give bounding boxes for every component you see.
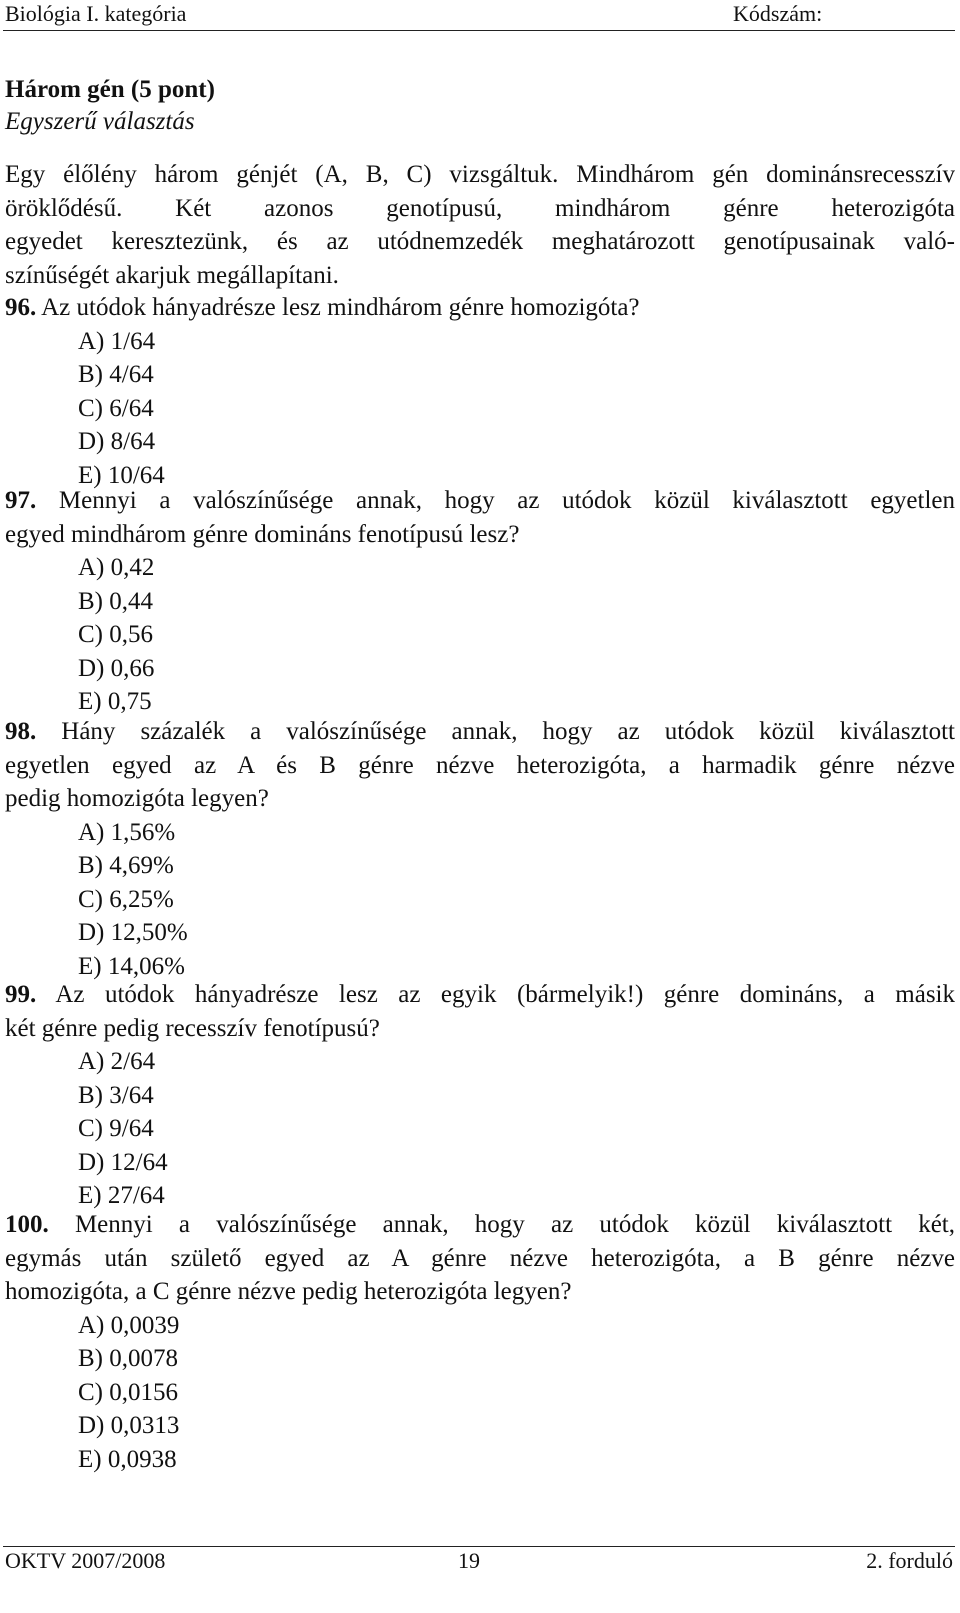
- question-number: 96.: [5, 294, 37, 321]
- answer-option: A) 2/64: [78, 1048, 156, 1075]
- section-subtitle: Egyszerű választás: [5, 108, 195, 135]
- question-line: pedig homozigóta legyen?: [5, 785, 269, 812]
- answer-option: E) 0,0938: [78, 1445, 177, 1473]
- question-text: [5, 978, 955, 1045]
- answer-option: A) 1/64: [78, 327, 156, 355]
- answer-option: D) 0,0313: [78, 1412, 180, 1439]
- answer-option: C) 9/64: [78, 1115, 154, 1142]
- footer-competition: OKTV 2007/2008: [5, 1548, 166, 1573]
- answer-option: B) 3/64: [78, 1081, 154, 1109]
- answer-option: E) 0,75: [78, 688, 152, 715]
- question-line: Mennyi a valószínűsége annak, hogy az utódok közül kiválasztott két,: [74, 1211, 956, 1238]
- answer-option: A) 1,56%: [78, 818, 176, 846]
- header-code-label: Kódszám:: [733, 1, 823, 26]
- question-96: [5, 291, 955, 492]
- question-number: 99.: [5, 981, 37, 1008]
- question-number: 97.: [5, 487, 37, 514]
- page-header: [3, 0, 955, 31]
- answer-option: B) 0,0078: [78, 1345, 178, 1372]
- answer-option: B) 4/64: [78, 361, 154, 388]
- section-title: Három gén (5 pont): [5, 76, 215, 103]
- answer-option: A) 0,42: [78, 554, 155, 581]
- question-97: [5, 484, 955, 719]
- answer-option: C) 6,25%: [78, 885, 174, 913]
- question-text: [5, 484, 955, 551]
- question-text: [5, 1208, 955, 1309]
- answer-option: D) 12,50%: [78, 919, 188, 946]
- question-number: 98.: [5, 718, 37, 745]
- question-line: egyed mindhárom génre domináns fenotípusú lesz?: [5, 520, 520, 548]
- question-text: [5, 715, 955, 816]
- question-line: Az utódok hányadrésze lesz az egyik (bármelyik!) génre domináns, a másik: [55, 981, 955, 1008]
- question-line: egymás után születő egyed az A génre nézve heterozigóta, a B génre nézve: [5, 1244, 955, 1272]
- answer-option: D) 8/64: [78, 428, 156, 455]
- intro-line: egyedet keresztezünk, és az utódnemzedék meghatározott genotípusainak való-: [5, 228, 955, 255]
- question-99: [5, 978, 955, 1213]
- answer-option: D) 12/64: [78, 1148, 168, 1176]
- question-line: Hány százalék a valószínűsége annak, hogy az utódok közül kiválasztott: [61, 718, 955, 745]
- question-line: két génre pedig recesszív fenotípusú?: [5, 1014, 380, 1042]
- answer-option: C) 0,0156: [78, 1378, 178, 1406]
- intro-paragraph: [5, 158, 955, 292]
- header-category: Biológia I. kategória: [5, 1, 187, 26]
- question-line: egyetlen egyed az A és B génre nézve heterozigóta, a harmadik génre nézve: [5, 751, 955, 779]
- answer-option: B) 0,44: [78, 587, 153, 615]
- footer-round: 2. forduló: [866, 1548, 953, 1573]
- intro-line: Egy élőlény három génjét (A, B, C) vizsgáltuk. Mindhárom gén dominánsrecesszív: [5, 161, 955, 188]
- answer-option: E) 27/64: [78, 1182, 165, 1209]
- answer-option: C) 0,56: [78, 621, 153, 648]
- question-100: [5, 1208, 955, 1476]
- question-line: homozigóta, a C génre nézve pedig heterozigóta legyen?: [5, 1278, 572, 1305]
- page-footer: [3, 1546, 955, 1577]
- answer-option: E) 10/64: [78, 461, 165, 489]
- answer-option: C) 6/64: [78, 394, 154, 422]
- answer-option: A) 0,0039: [78, 1311, 180, 1339]
- answer-option: E) 14,06%: [78, 952, 185, 980]
- question-line: Az utódok hányadrésze lesz mindhárom génre homozigóta?: [41, 294, 640, 321]
- page-number: 19: [458, 1548, 480, 1573]
- question-text: [5, 291, 955, 325]
- answer-option: B) 4,69%: [78, 852, 174, 879]
- question-98: [5, 715, 955, 983]
- question-number: 100.: [5, 1211, 49, 1238]
- question-line: Mennyi a valószínűsége annak, hogy az utódok közül kiválasztott egyetlen: [58, 487, 956, 514]
- intro-line: öröklődésű. Két azonos genotípusú, mindhárom génre heterozigóta: [5, 194, 955, 222]
- intro-line: színűségét akarjuk megállapítani.: [5, 261, 339, 289]
- answer-option: D) 0,66: [78, 654, 155, 682]
